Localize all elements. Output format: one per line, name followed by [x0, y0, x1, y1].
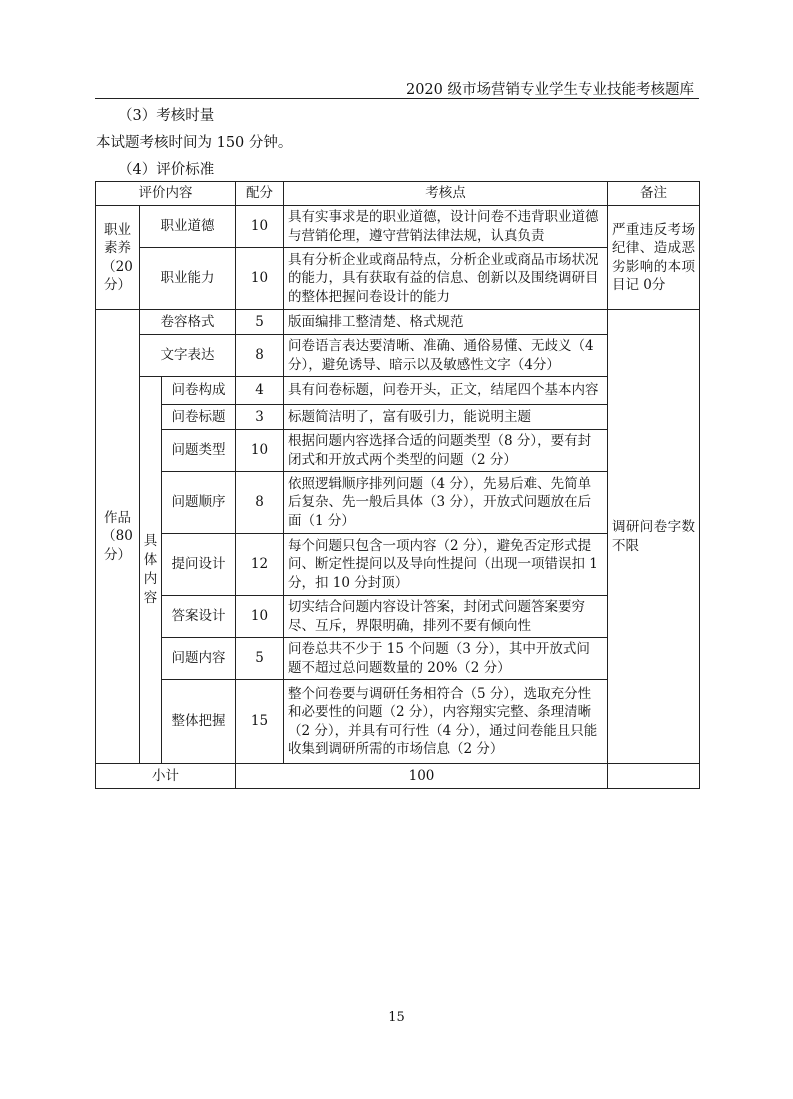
row-item: 答案设计 [162, 596, 236, 638]
header-divider [95, 98, 699, 99]
subtotal-label: 小计 [96, 764, 236, 789]
row-item: 问卷标题 [162, 405, 236, 430]
subtotal-value: 100 [236, 764, 608, 789]
row-score: 10 [236, 596, 284, 638]
row-item: 问题顺序 [162, 472, 236, 534]
row-item: 文字表达 [140, 335, 236, 377]
row-item: 卷容格式 [140, 310, 236, 335]
table-row [96, 310, 700, 335]
row-item: 提问设计 [162, 534, 236, 596]
sub-group-label-text: 具体内容 [143, 533, 158, 606]
row-desc: 具有问卷标题，问卷开头，正文，结尾四个基本内容 [284, 377, 608, 405]
row-desc: 每个问题只包含一项内容（2 分），避免否定形式提问、断定性提问以及导向性提问（出现一项错误扣 1 分，扣 10 分封顶） [284, 534, 608, 596]
subtotal-remark-empty [608, 764, 700, 789]
section-time-heading: （3）考核时量 [118, 108, 215, 124]
row-item: 整体把握 [162, 680, 236, 764]
row-desc: 依照逻辑顺序排列问题（4 分），先易后难、先简单后复杂、先一般后具体（3 分），开放式问题放在后面（1 分） [284, 472, 608, 534]
header-remarks: 备注 [608, 182, 700, 206]
row-item: 职业道德 [140, 206, 236, 248]
row-desc: 根据问题内容选择合适的问题类型（8 分），要有封闭式和开放式两个类型的问题（2 分） [284, 430, 608, 472]
row-score: 12 [236, 534, 284, 596]
group-work-label: 作品（80分） [96, 310, 140, 764]
row-item: 问题内容 [162, 638, 236, 680]
header-content: 评价内容 [96, 182, 236, 206]
subtotal-row [96, 764, 700, 789]
row-item: 职业能力 [140, 248, 236, 310]
row-score: 4 [236, 377, 284, 405]
row-score: 10 [236, 248, 284, 310]
row-score: 8 [236, 472, 284, 534]
table-row [96, 206, 700, 248]
row-desc: 切实结合问题内容设计答案，封闭式问题答案要穷尽、互斥，界限明确，排列不要有倾向性 [284, 596, 608, 638]
sub-group-label [140, 377, 162, 764]
row-score: 8 [236, 335, 284, 377]
row-score: 5 [236, 310, 284, 335]
page-number: 15 [388, 1010, 405, 1025]
evaluation-table [95, 181, 700, 789]
row-score: 10 [236, 430, 284, 472]
row-desc: 具有分析企业或商品特点，分析企业或商品市场状况的能力，具有获取有益的信息、创新以及围绕调研目的整体把握问卷设计的能力 [284, 248, 608, 310]
group-work-remark: 调研问卷字数不限 [608, 310, 700, 764]
row-score: 5 [236, 638, 284, 680]
row-score: 3 [236, 405, 284, 430]
row-desc: 标题简洁明了，富有吸引力，能说明主题 [284, 405, 608, 430]
row-desc: 版面编排工整清楚、格式规范 [284, 310, 608, 335]
row-desc: 具有实事求是的职业道德，设计问卷不违背职业道德与营销伦理，遵守营销法律法规，认真负责 [284, 206, 608, 248]
group-professional-remark: 严重违反考场纪律、造成恶劣影响的本项目记 0分 [608, 206, 700, 310]
row-item: 问题类型 [162, 430, 236, 472]
header-score: 配分 [236, 182, 284, 206]
row-desc: 问卷语言表达要清晰、准确、通俗易懂、无歧义（4分），避免诱导、暗示以及敏感性文字（4分） [284, 335, 608, 377]
table-header-row [96, 182, 700, 206]
row-desc: 问卷总共不少于 15 个问题（3 分），其中开放式问题不超过总问题数量的 20%（2 分） [284, 638, 608, 680]
running-header-title: 2020 级市场营销专业学生专业技能考核题库 [405, 82, 694, 98]
row-score: 10 [236, 206, 284, 248]
section-criteria-heading: （4）评价标准 [118, 162, 215, 178]
row-desc: 整个问卷要与调研任务相符合（5 分），选取充分性和必要性的问题（2 分），内容翔实完整、条理清晰（2 分），并具有可行性（4 分），通过问卷能且只能收集到调研所需的市场信息（2 分） [284, 680, 608, 764]
header-points: 考核点 [284, 182, 608, 206]
row-score: 15 [236, 680, 284, 764]
group-professional-label: 职业素养（20分） [96, 206, 140, 310]
row-item: 问卷构成 [162, 377, 236, 405]
section-time-text: 本试题考核时间为 150 分钟。 [96, 135, 293, 151]
